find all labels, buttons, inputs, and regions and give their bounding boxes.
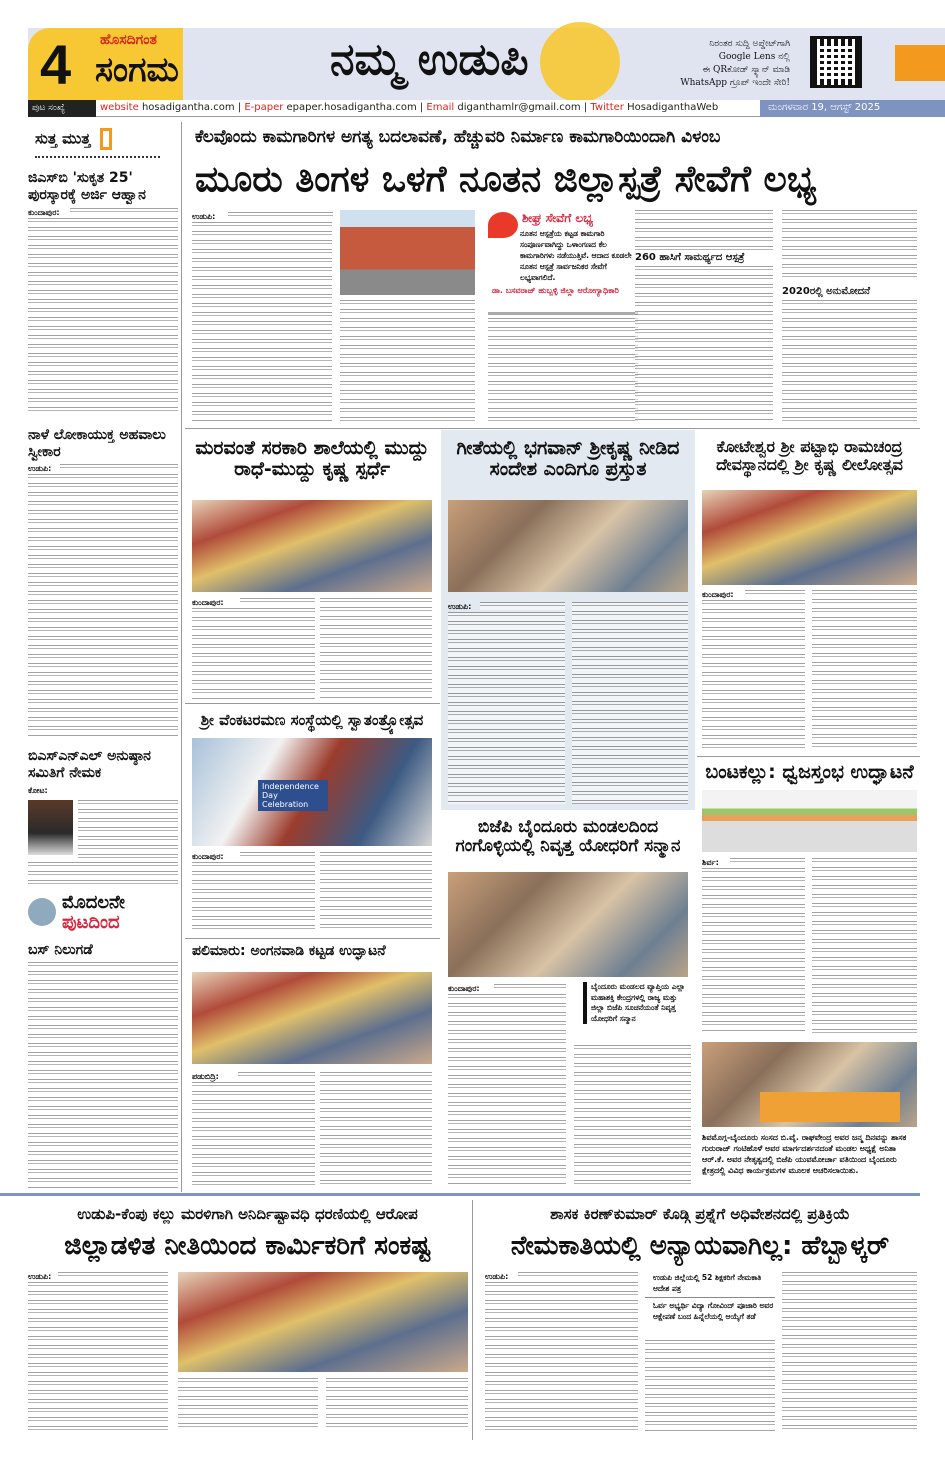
sidebar-headline[interactable]: ಬಿಎಸ್ಎನ್ಎಲ್ ಅನುಷ್ಠಾನ ಸಮಿತಿಗೆ ನೇಮಕ: [28, 748, 151, 781]
qr-prompt: [640, 38, 790, 90]
sidebar-section-logo: [35, 128, 160, 158]
continued-label: [62, 893, 125, 933]
article-body-text: [448, 994, 566, 1184]
dateline: ಕುಂದಾಪುರ:: [702, 590, 734, 599]
column-divider: [181, 122, 182, 1192]
bottom-kicker: ಶಾಸಕ ಕಿರಣ್‌ಕುಮಾರ್ ಕೊಡ್ಗಿ ಪ್ರಶ್ನೆಗೆ ಅಧಿವೇಶನದಲ್ಲಿ ಪ್ರತಿಕ್ರಿಯೆ: [550, 1205, 850, 1223]
section-divider: [0, 1193, 920, 1196]
dateline: ಕೋಟ:: [28, 786, 48, 795]
photo-banner: Independence Day Celebration: [258, 780, 328, 811]
orange-accent-block: [895, 45, 945, 81]
photo-caption: ಶಿವಮೊಗ್ಗ-ಬೈಂದೂರು ಸಂಸದ ಬಿ.ವೈ. ರಾಘವೇಂದ್ರ ಅವರ ಜನ್ಮ ದಿನವನ್ನು ಶಾಸಕ ಗುರುರಾಜ್ ಗಂಟಿಹೊಳೆ ಅವರ ಮಾರ್ಗದರ್ಶನದಂತೆ ಮಂಡಲ ಅಧ್ಯಕ್ಷೆ ಅನಿತಾ ಆರ್.ಕೆ. ಅವರ ನೇತೃತ್ವದಲ್ಲಿ ಬಿಜೆಪಿ ಯುವಮೋರ್ಚಾ ವತಿಯಿಂದ ಬೈಂದೂರು ಕ್ಷೇತ್ರದಲ್ಲಿ ವಿವಿಧ ಕಾರ್ಯಕ್ರಮಗಳ ಮೂಲಕ ಆಚರಿಸಲಾಯಿತು.: [702, 1133, 907, 1175]
article-body-text: [782, 1272, 917, 1432]
quote-author: ಡಾ. ಬಸವರಾಜ್ ಹುಬ್ಬಳ್ಳಿ ಜಿಲ್ಲಾ ಆರೋಗ್ಯಾಧಿಕಾರಿ: [492, 286, 619, 295]
dateline: ಉಡುಪಿ:: [448, 602, 472, 611]
divider: [185, 428, 920, 429]
lead-subhead: 2020ರಲ್ಲಿ ಅನುಮೋದನೆ: [782, 286, 870, 297]
dateline: ಕುಂದಾಪುರ:: [192, 852, 224, 861]
divider: [697, 756, 920, 757]
story-headline[interactable]: ಕೋಟೇಶ್ವರ ಶ್ರೀ ಪಟ್ಟಾಭಿ ರಾಮಚಂದ್ರ ದೇವಸ್ಥಾನದಲ್ಲಿ ಶ್ರೀ ಕೃಷ್ಣ ಲೀಲೋತ್ಸವ: [716, 437, 903, 474]
article-body-text: [702, 868, 805, 1033]
epaper-label: E-paper: [244, 102, 284, 113]
article-body-text: [494, 984, 566, 992]
sidebar-headline[interactable]: ಬಸ್ ನಿಲುಗಡೆ: [28, 942, 93, 958]
story-headline[interactable]: ಬಿಜೆಪಿ ಬೈಂದೂರು ಮಂಡಲದಿಂದ ಗಂಗೊಳ್ಳಿಯಲ್ಲಿ ನಿವೃತ್ತ ಯೋಧರಿಗೆ ಸನ್ಮಾನ: [455, 817, 681, 856]
event-photo: [448, 500, 688, 592]
qr-prompt-line: ನಿರಂತರ ಸುದ್ದಿ ಅಪ್ಡೇಟ್‌ಗಾಗಿ: [709, 39, 790, 49]
website-link[interactable]: hosadigantha.com: [141, 102, 235, 113]
quote-title: ಶೀಘ್ರ ಸೇವೆಗೆ ಲಭ್ಯ: [522, 211, 594, 225]
article-body-text: [730, 858, 805, 866]
divider: [185, 703, 440, 704]
article-body-text: [28, 862, 178, 888]
article-body-text: [572, 602, 688, 804]
dateline: ಉಡುಪಿ:: [28, 464, 52, 473]
person-photo: [28, 800, 73, 855]
article-body-text: [745, 590, 805, 598]
article-body-text: [702, 600, 805, 750]
felicitation-photo: [448, 872, 688, 977]
dateline: ಉಡುಪಿ:: [485, 1272, 509, 1281]
story-highlight: ಬೈಂದೂರು ಮಂಡಲದ ವ್ಯಾಪ್ತಿಯ ಎಲ್ಲಾ ಮಹಾಶಕ್ತಿ ಕೇಂದ್ರಗಳಲ್ಲಿ ರಾಜ್ಯ ಮತ್ತು ಜಿಲ್ಲಾ ಬಿಜೆಪಿ ಸೂಚನೆಯಂತೆ ನಿವೃತ್ತ ಯೋಧರಿಗೆ ಸನ್ಮಾನ: [583, 982, 691, 1024]
email-link[interactable]: diganthamlr@gmail.com: [457, 102, 581, 113]
article-body-text: [320, 598, 432, 700]
article-body-text: [28, 474, 178, 736]
article-body-text: [70, 208, 178, 216]
dateline: ಶಿರ್ವ:: [702, 858, 719, 867]
article-body-text: [320, 1072, 432, 1187]
continued-line-1: ಮೊದಲನೇ: [62, 892, 125, 913]
quote-divider: [488, 312, 638, 315]
article-body-text: [240, 598, 315, 606]
students-photo: [192, 500, 432, 592]
story-headline[interactable]: ಶ್ರೀ ವೆಂಕಟರಮಣ ಸಂಸ್ಥೆಯಲ್ಲಿ ಸ್ವಾತಂತ್ರ್ಯೋತ್ಸವ: [200, 711, 424, 729]
article-body-text: [28, 218, 178, 416]
hospital-building-photo: [340, 210, 475, 295]
column-divider: [472, 1200, 473, 1440]
article-body-text: [485, 1282, 638, 1432]
story-headline[interactable]: ಗೀತೆಯಲ್ಲಿ ಭಗವಾನ್ ಶ್ರೀಕೃಷ್ಣ ನೀಡಿದ ಸಂದೇಶ ಎಂದಿಗೂ ಪ್ರಸ್ತುತ: [456, 437, 680, 480]
pencil-icon: [28, 898, 56, 926]
lead-kicker: ಕೆಲವೊಂದು ಕಾಮಗಾರಿಗಳ ಅಗತ್ಯ ಬದಲಾವಣೆ, ಹೆಚ್ಚುವರಿ ನಿರ್ಮಾಣ ಕಾಮಗಾರಿಯಿಂದಾಗಿ ವಿಳಂಬ: [195, 127, 721, 147]
brand-supplement-name: ಸಂಗಮ: [95, 50, 179, 90]
article-body-text: [238, 1072, 315, 1080]
bottom-kicker: ಉಡುಪಿ-ಕೆಂಪು ಕಲ್ಲು ಮರಳಿಗಾಗಿ ಅನಿರ್ದಿಷ್ಟಾವಧಿ ಧರಣಿಯಲ್ಲಿ ಆರೋಪ: [77, 1205, 418, 1223]
article-body-text: [28, 962, 178, 1188]
article-body-text: [320, 852, 432, 932]
flagpole-event-photo: [702, 790, 917, 852]
article-body-text: [782, 210, 917, 282]
qr-code-icon[interactable]: [810, 36, 862, 88]
article-body-text: [812, 590, 917, 750]
article-body-text: [782, 300, 917, 422]
bullet-point: ಓರ್ವ ಅಭ್ಯರ್ಥಿ ವಿದ್ಯಾ ಗೋವಿಂದ್ ಪೂಜಾರಿ ಅವರ ಆಕ್ಷೇಪಣೆ ಬಂದ ಹಿನ್ನೆಲೆಯಲ್ಲಿ ಆಯ್ಕೆಗೆ ತಡೆ: [653, 1301, 774, 1321]
email-label: Email: [426, 102, 455, 113]
dateline: ಉಡುಪಿ:: [192, 212, 216, 221]
article-body-text: [192, 862, 315, 932]
article-body-text: [178, 1378, 318, 1432]
sidebar-section-logo-text: ಸುತ್ತ ಮುತ್ತ: [35, 129, 91, 148]
quote-text: ನೂತನ ಆಸ್ಪತ್ರೆಯ ಕಟ್ಟಡ ಕಾಮಗಾರಿ ಸಂಪೂರ್ಣವಾಗಿದ್ದು ಒಳಾಂಗಣದ ಕೆಲ ಕಾಮಗಾರಿಗಳು ನಡೆಯುತ್ತಿವೆ. ಆದಾದ ಕೂಡಲೇ ನೂತನ ಆಸ್ಪತ್ರೆ ಸಾರ್ವಜನಿಕರ ಸೇವೆಗೆ ಲಭ್ಯವಾಗಲಿದೆ.: [520, 229, 632, 282]
article-body-text: [635, 266, 773, 422]
article-body-text: [635, 210, 773, 250]
page-label: ಪುಟ ಸಂಖ್ಯೆ: [28, 100, 96, 117]
article-body-text: [326, 1378, 468, 1432]
dateline: ಉಡುಪಿ:: [28, 1272, 52, 1281]
article-body-text: [58, 1272, 168, 1280]
article-body-text: [488, 318, 638, 422]
dateline: ಕುಂದಾಪುರ:: [192, 598, 224, 607]
website-label: website: [100, 102, 139, 113]
article-body-text: [228, 212, 333, 220]
article-body-text: [340, 300, 475, 422]
article-body-text: [240, 852, 315, 860]
article-body-text: [78, 800, 178, 858]
article-body-text: [574, 1045, 691, 1185]
article-body-text: [812, 858, 917, 1033]
divider: [185, 938, 440, 939]
lead-subhead: 260 ಹಾಸಿಗೆ ಸಾಮರ್ಥ್ಯದ ಆಸ್ಪತ್ರೆ: [635, 252, 745, 263]
article-body-text: [60, 464, 178, 472]
birthday-banner: [760, 1092, 900, 1122]
qr-prompt-line: WhatsApp ಗ್ರೂಪ್ ಇಂದೇ ಸೇರಿ!: [680, 78, 790, 88]
sidebar-headline[interactable]: ನಾಳೆ ಲೋಕಾಯುಕ್ತ ಅಹವಾಲು ಸ್ವೀಕಾರ: [28, 427, 166, 460]
brand-logo-small: ಹೊಸದಿಗಂತ: [100, 32, 157, 48]
article-body-text: [480, 602, 565, 610]
article-body-text: [192, 222, 332, 422]
continued-line-2: ಪುಟದಿಂದ: [62, 912, 120, 933]
article-body-text: [28, 1282, 168, 1432]
twitter-link[interactable]: HosadiganthaWeb: [627, 102, 719, 113]
twitter-label: Twitter: [590, 102, 624, 113]
anganwadi-photo: [192, 972, 432, 1064]
door-icon: [100, 128, 112, 150]
dateline: ಕುಂದಾಪುರ:: [448, 984, 480, 993]
lead-headline[interactable]: ಮೂರು ತಿಂಗಳ ಒಳಗೆ ನೂತನ ಜಿಲ್ಲಾಸ್ಪತ್ರೆ ಸೇವೆಗೆ ಲಭ್ಯ: [195, 159, 817, 200]
story-headline[interactable]: ಪಲಿಮಾರು: ಅಂಗನವಾಡಿ ಕಟ್ಟಡ ಉದ್ಘಾಟನೆ: [192, 943, 386, 959]
epaper-link[interactable]: epaper.hosadigantha.com: [286, 102, 417, 113]
story-headline[interactable]: ಮರವಂತೆ ಸರಕಾರಿ ಶಾಲೆಯಲ್ಲಿ ಮುದ್ದು ರಾಧೆ-ಮುದ್ದು ಕೃಷ್ಣ ಸ್ಪರ್ಧೆ: [195, 437, 429, 480]
bottom-headline[interactable]: ನೇಮಕಾತಿಯಲ್ಲಿ ಅನ್ಯಾಯವಾಗಿಲ್ಲ: ಹೆಬ್ಬಾಳ್ಕರ್: [510, 1231, 890, 1261]
contact-line: website hosadigantha.com | E-paper epaper.hosadigantha.com | Email diganthamlr@gmail.com | Twitter HosadiganthaWeb: [100, 102, 719, 113]
article-body-text: [645, 1340, 775, 1432]
protest-photo: [178, 1272, 468, 1372]
article-body-text: [518, 1272, 638, 1280]
issue-date: ಮಂಗಳವಾರ 19, ಆಗಸ್ಟ್ 2025: [760, 100, 945, 117]
children-photo: [702, 490, 917, 585]
qr-prompt-line: ಈ QRಕೋಡ್ ಸ್ಕ್ಯಾನ್ ಮಾಡಿ: [702, 65, 790, 75]
page-number: 4: [40, 33, 72, 96]
dateline: ಪಡುಬಿದ್ರಿ:: [192, 1072, 219, 1081]
qr-prompt-line: Google Lens ನಲ್ಲಿ: [718, 52, 790, 62]
section-title: ನಮ್ಮ ಉಡುಪಿ: [330, 34, 529, 85]
bullet-point: ಉಡುಪಿ ಜಿಲ್ಲೆಯಲ್ಲಿ 52 ಶಿಕ್ಷಕರಿಗೆ ನೇಮಕಾತಿ ಆದೇಶ ಪತ್ರ: [645, 1272, 775, 1298]
story-headline[interactable]: ಬಂಟಕಲ್ಲು: ಧ್ವಜಸ್ತಂಭ ಉದ್ಘಾಟನೆ: [705, 761, 914, 783]
article-body-text: [192, 608, 315, 700]
article-body-text: [192, 1082, 315, 1187]
sidebar-headline[interactable]: ಜಿಎಸ್‌ಬಿ 'ಸುಕೃತ 25' ಪುರಸ್ಕಾರಕ್ಕೆ ಅರ್ಜಿ ಆಹ್ವಾನ: [28, 170, 146, 203]
dateline: ಕುಂದಾಪುರ:: [28, 208, 60, 217]
article-body-text: [448, 612, 565, 804]
bottom-headline[interactable]: ಜಿಲ್ಲಾಡಳಿತ ನೀತಿಯಿಂದ ಕಾರ್ಮಿಕರಿಗೆ ಸಂಕಷ್ಟ: [64, 1231, 431, 1261]
decorative-sun: [540, 22, 620, 102]
